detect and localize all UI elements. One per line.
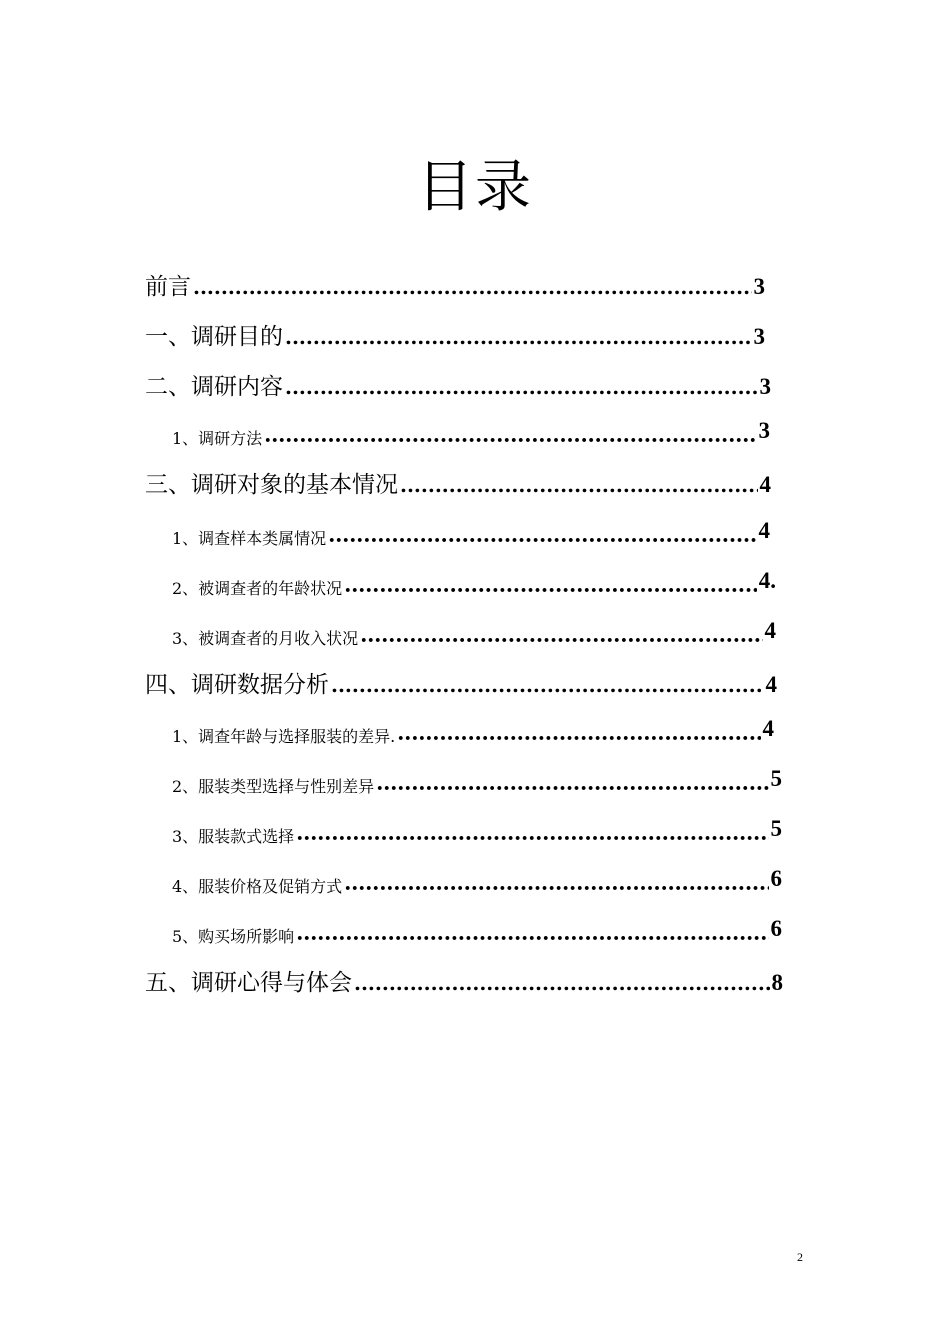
toc-leader-dots: [264, 434, 756, 447]
toc-entry-page: 5: [770, 766, 782, 791]
toc-leader-dots: [360, 634, 762, 647]
toc-entry-page: 4.: [758, 568, 776, 593]
toc-entry-page: 4: [764, 618, 776, 643]
toc-entry[interactable]: [172, 816, 782, 850]
toc-entry[interactable]: [145, 466, 771, 498]
toc-entry-label: 1、调查年龄与选择服装的差异.: [172, 727, 396, 746]
toc-entry-label: 2、被调查者的年龄状况: [172, 579, 343, 598]
toc-entry[interactable]: [172, 518, 770, 552]
toc-entry-page: 6: [770, 916, 782, 941]
toc-entry[interactable]: [172, 418, 770, 452]
toc-leader-dots: [376, 782, 768, 795]
toc-entry-label: 五、调研心得与体会: [145, 970, 352, 996]
toc-entry[interactable]: [145, 318, 765, 350]
toc-entry[interactable]: [172, 916, 782, 950]
toc-leader-dots: [285, 325, 752, 349]
toc-entry-page: 5: [770, 816, 782, 841]
toc-entry[interactable]: [172, 568, 776, 602]
toc-entry-label: 3、服装款式选择: [172, 827, 295, 846]
toc-entry[interactable]: [145, 964, 783, 996]
toc-entry-page: 4: [759, 472, 771, 497]
toc-entry-page: 3: [753, 324, 765, 349]
toc-leader-dots: [397, 732, 760, 745]
toc-entry-page: 3: [759, 374, 771, 399]
page-title: 目录: [417, 155, 533, 220]
toc-leader-dots: [344, 882, 768, 895]
toc-entry-label: 3、被调查者的月收入状况: [172, 629, 359, 648]
toc-entry-page: 4: [758, 518, 770, 543]
toc-entry-label: 1、调查样本类属情况: [172, 529, 327, 548]
toc-entry-page: 6: [770, 866, 782, 891]
toc-leader-dots: [344, 584, 757, 597]
toc-leader-dots: [400, 473, 758, 497]
toc-leader-dots: [296, 832, 768, 845]
toc-entry-label: 前言: [145, 274, 191, 300]
toc-leader-dots: [331, 673, 764, 697]
toc-entry-label: 2、服装类型选择与性别差异: [172, 777, 375, 796]
toc-entry-page: 3: [753, 274, 765, 299]
toc-entry[interactable]: [145, 368, 771, 400]
toc-entry-label: 一、调研目的: [145, 324, 283, 350]
toc-entry-page: 3: [758, 418, 770, 443]
toc-entry[interactable]: [145, 268, 765, 300]
toc-leader-dots: [285, 375, 758, 399]
toc-entry-page: 4: [762, 716, 774, 741]
toc-leader-dots: [328, 534, 756, 547]
toc-leader-dots: [354, 971, 770, 995]
toc-entry[interactable]: [172, 618, 776, 652]
toc-leader-dots: [193, 275, 752, 299]
toc-entry-label: 1、调研方法: [172, 429, 263, 448]
toc-entry-label: 四、调研数据分析: [145, 672, 329, 698]
toc-entry[interactable]: [172, 716, 774, 750]
toc-entry-page: 8: [771, 970, 783, 995]
page-number: 2: [797, 1250, 803, 1264]
toc-entry[interactable]: [145, 666, 777, 698]
toc-entry-label: 三、调研对象的基本情况: [145, 472, 398, 498]
toc-entry-label: 5、购买场所影响: [172, 927, 295, 946]
toc-entry-label: 4、服装价格及促销方式: [172, 877, 343, 896]
toc-leader-dots: [296, 932, 768, 945]
toc-entry-page: 4: [765, 672, 777, 697]
toc-entry-label: 二、调研内容: [145, 374, 283, 400]
toc-entry[interactable]: [172, 766, 782, 800]
toc-entry[interactable]: [172, 866, 782, 900]
